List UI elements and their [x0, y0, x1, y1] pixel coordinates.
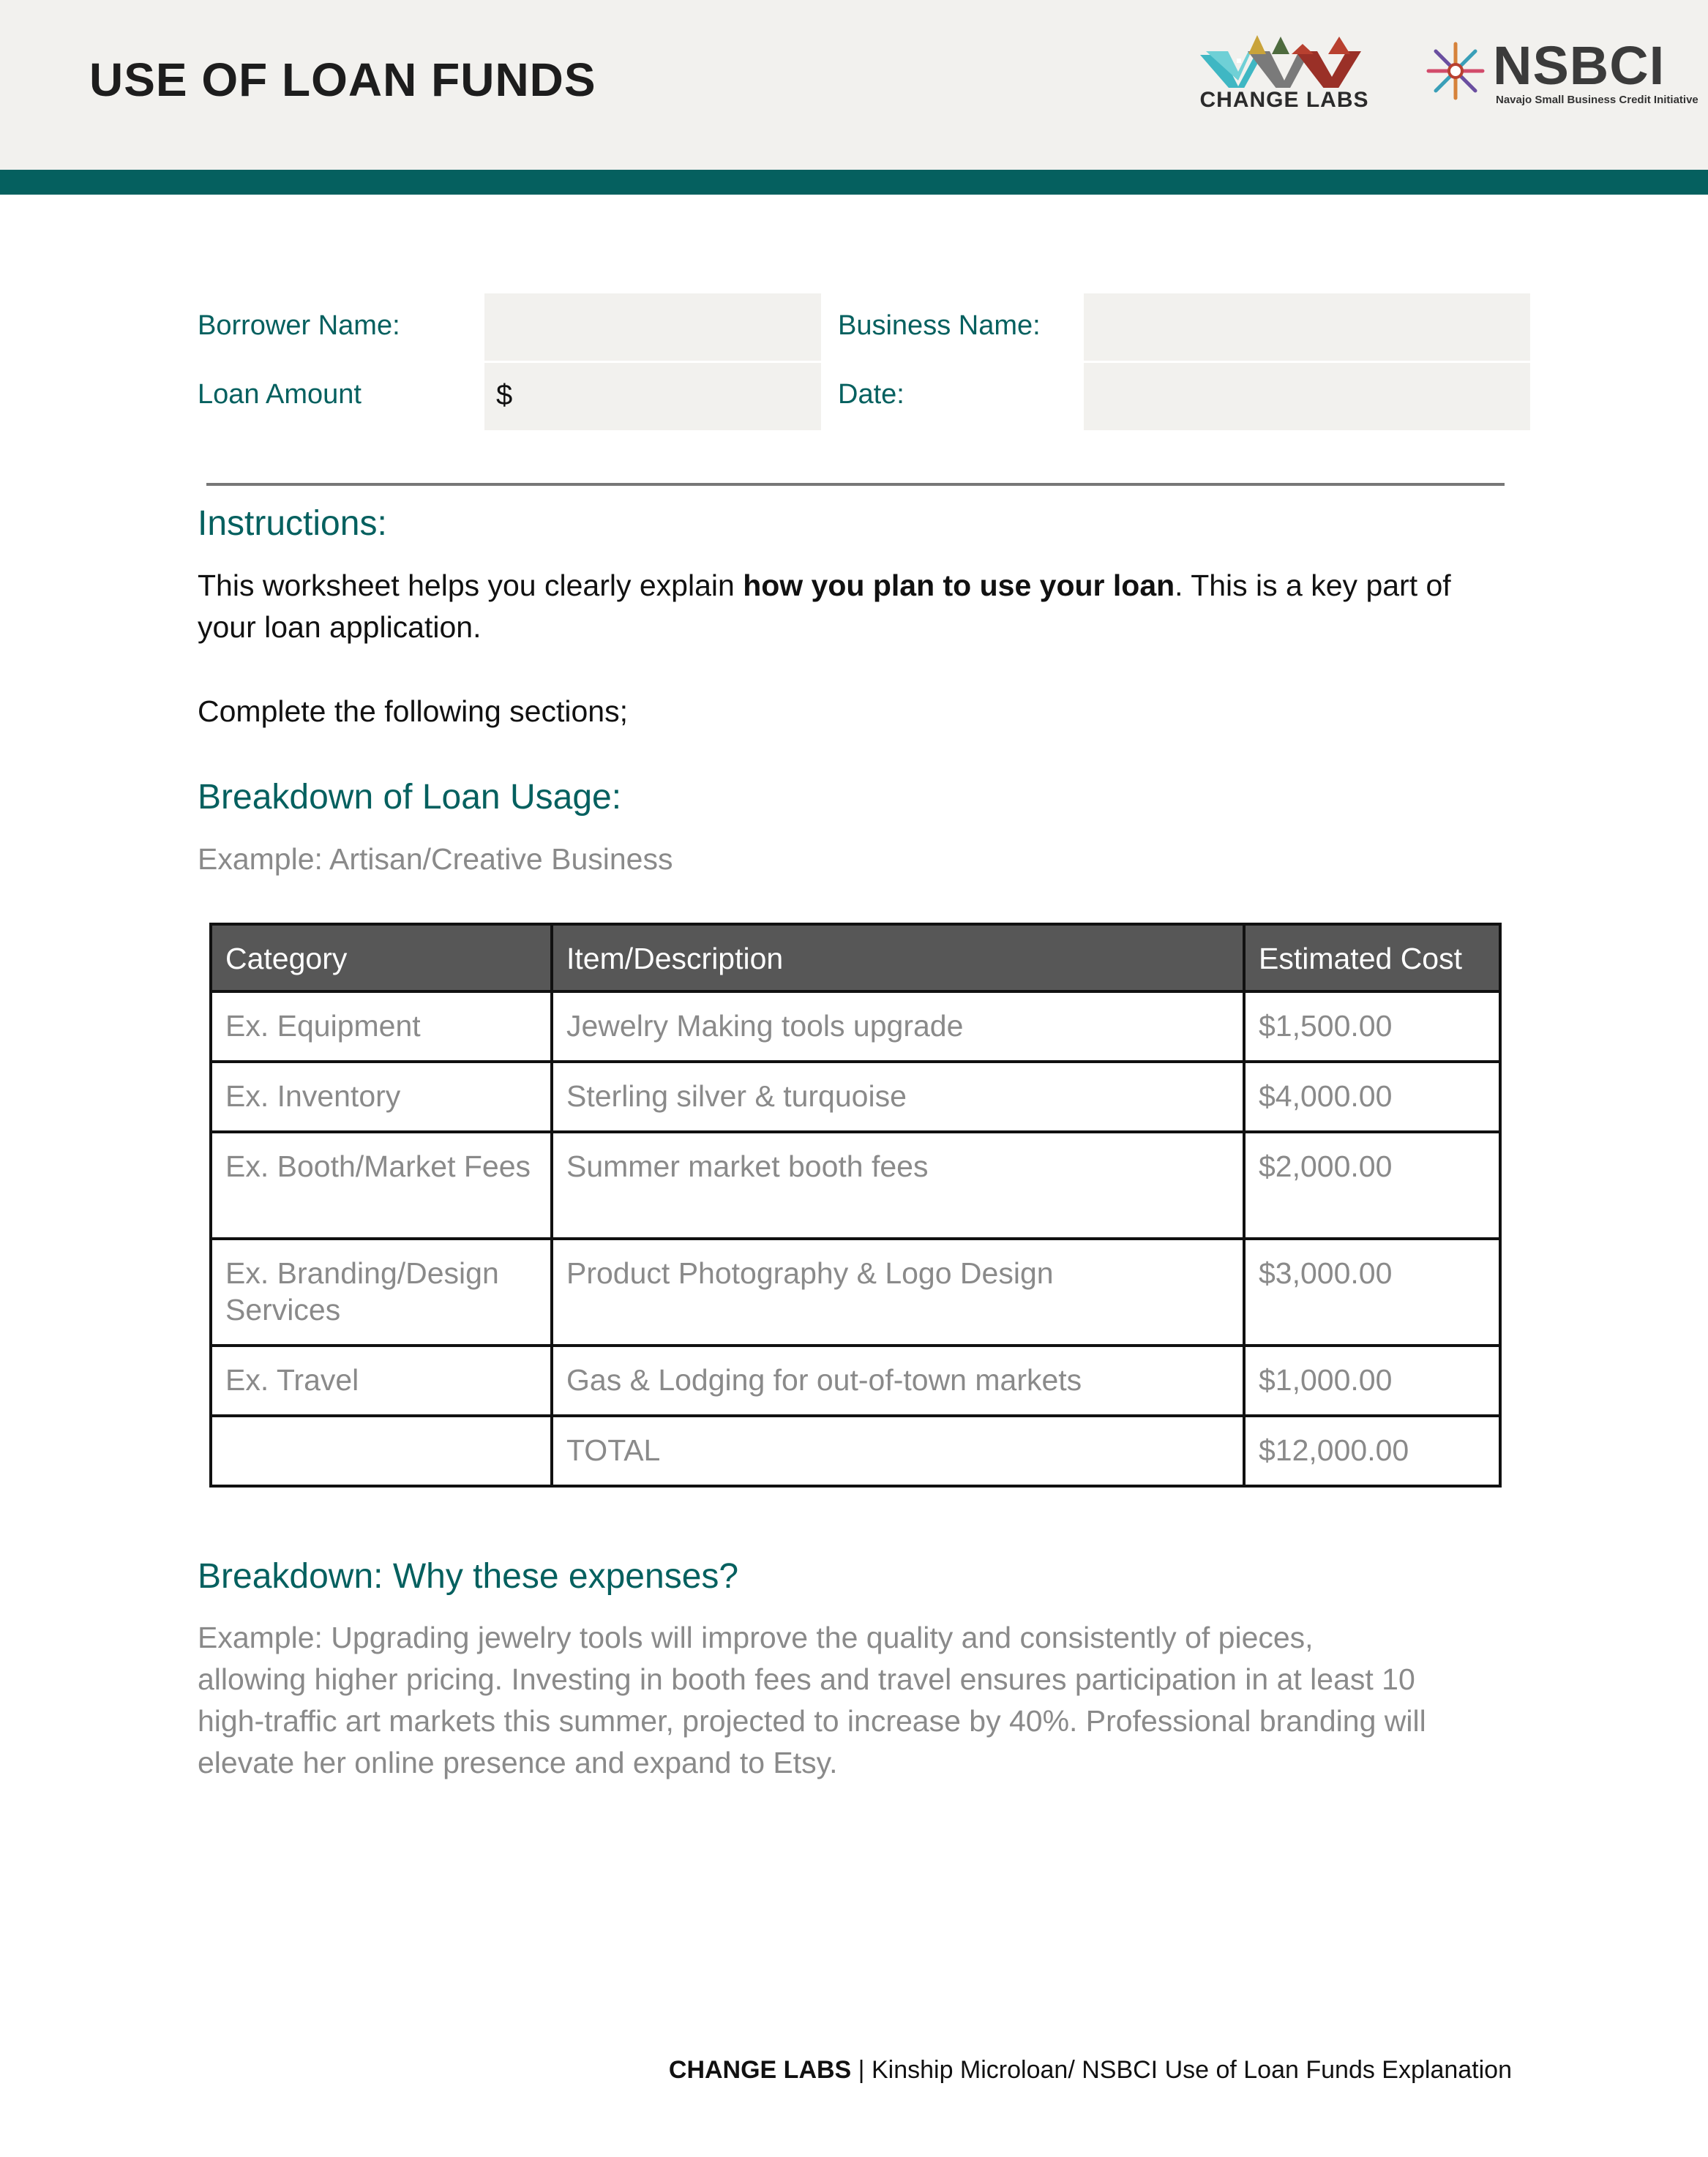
change-labs-logo: [1193, 29, 1376, 117]
cell-category[interactable]: Ex. Inventory: [211, 1062, 552, 1132]
instructions-emphasis: how you plan to use your loan: [743, 569, 1175, 602]
page-header: [0, 0, 1708, 170]
cell-cost[interactable]: $1,500.00: [1244, 991, 1500, 1062]
instructions-text-b: . This is a key part of: [1175, 569, 1451, 602]
header-accent-bar: [0, 170, 1708, 195]
nsbci-logo-text: NSBCI: [1493, 35, 1666, 96]
cell-item[interactable]: Product Photography & Logo Design: [552, 1239, 1244, 1346]
change-labs-logo-text: CHANGE LABS: [1199, 88, 1369, 112]
sun-star-icon: [1423, 38, 1488, 104]
business-name-field[interactable]: [1084, 293, 1530, 361]
column-header-cost: Estimated Cost: [1244, 924, 1500, 991]
cell-category[interactable]: [211, 1416, 552, 1486]
table-row: [211, 1132, 1500, 1239]
why-example-line-2: allowing higher pricing. Investing in booth fees and travel ensures participation in at least 10: [198, 1662, 1415, 1696]
breakdown-heading: Breakdown of Loan Usage:: [198, 778, 622, 817]
footer-brand: CHANGE LABS: [668, 2056, 852, 2084]
borrower-name-field[interactable]: [484, 293, 821, 361]
column-header-category: Category: [211, 924, 552, 991]
table-row: [211, 1062, 1500, 1132]
cell-cost[interactable]: $12,000.00: [1244, 1416, 1500, 1486]
nsbci-logo: [1423, 35, 1698, 110]
cell-item[interactable]: TOTAL: [552, 1416, 1244, 1486]
cell-item[interactable]: Summer market booth fees: [552, 1132, 1244, 1239]
footer-separator: |: [851, 2056, 872, 2084]
cell-category[interactable]: Ex. Equipment: [211, 991, 552, 1062]
business-name-label: Business Name:: [838, 310, 1041, 341]
cell-category[interactable]: Ex. Travel: [211, 1346, 552, 1416]
cell-item[interactable]: Gas & Lodging for out-of-town markets: [552, 1346, 1244, 1416]
why-heading: Breakdown: Why these expenses?: [198, 1557, 739, 1596]
breakdown-example-label: Example: Artisan/Creative Business: [198, 842, 673, 876]
borrower-name-label: Borrower Name:: [198, 310, 400, 341]
loan-amount-prefix: $: [496, 379, 513, 411]
cell-category[interactable]: Ex. Branding/Design Services: [211, 1239, 552, 1346]
why-example-line-4: elevate her online presence and expand to Etsy.: [198, 1746, 838, 1779]
cell-cost[interactable]: $1,000.00: [1244, 1346, 1500, 1416]
cell-item[interactable]: Sterling silver & turquoise: [552, 1062, 1244, 1132]
date-field[interactable]: [1084, 363, 1530, 430]
page-footer: [0, 2056, 1512, 2085]
instructions-line-2: your loan application.: [198, 610, 482, 644]
cell-cost[interactable]: $3,000.00: [1244, 1239, 1500, 1346]
nsbci-logo-subtitle: Navajo Small Business Credit Initiative: [1496, 94, 1698, 106]
loan-usage-table: [209, 923, 1502, 1488]
mountains-icon: [1193, 29, 1376, 88]
cell-category[interactable]: Ex. Booth/Market Fees: [211, 1132, 552, 1239]
cell-cost[interactable]: $4,000.00: [1244, 1062, 1500, 1132]
table-row: [211, 991, 1500, 1062]
table-total-row: [211, 1416, 1500, 1486]
page-title: USE OF LOAN FUNDS: [89, 53, 596, 106]
table-row: [211, 1239, 1500, 1346]
loan-amount-label: Loan Amount: [198, 379, 362, 410]
column-header-item: Item/Description: [552, 924, 1244, 991]
why-example-line-1: Example: Upgrading jewelry tools will improve the quality and consistently of pieces,: [198, 1621, 1314, 1654]
cell-item[interactable]: Jewelry Making tools upgrade: [552, 991, 1244, 1062]
table-row: [211, 1346, 1500, 1416]
loan-amount-field[interactable]: [484, 363, 821, 430]
cell-cost[interactable]: $2,000.00: [1244, 1132, 1500, 1239]
instructions-line-3: Complete the following sections;: [198, 694, 628, 728]
instructions-heading: Instructions:: [198, 504, 387, 543]
why-example-line-3: high-traffic art markets this summer, projected to increase by 40%. Professional branding will: [198, 1704, 1426, 1738]
divider: [206, 483, 1505, 486]
instructions-line-1: [198, 565, 1451, 607]
footer-text: Kinship Microloan/ NSBCI Use of Loan Funds Explanation: [871, 2056, 1512, 2084]
date-label: Date:: [838, 379, 904, 410]
instructions-text-a: This worksheet helps you clearly explain: [198, 569, 743, 602]
table-header-row: [211, 924, 1500, 991]
